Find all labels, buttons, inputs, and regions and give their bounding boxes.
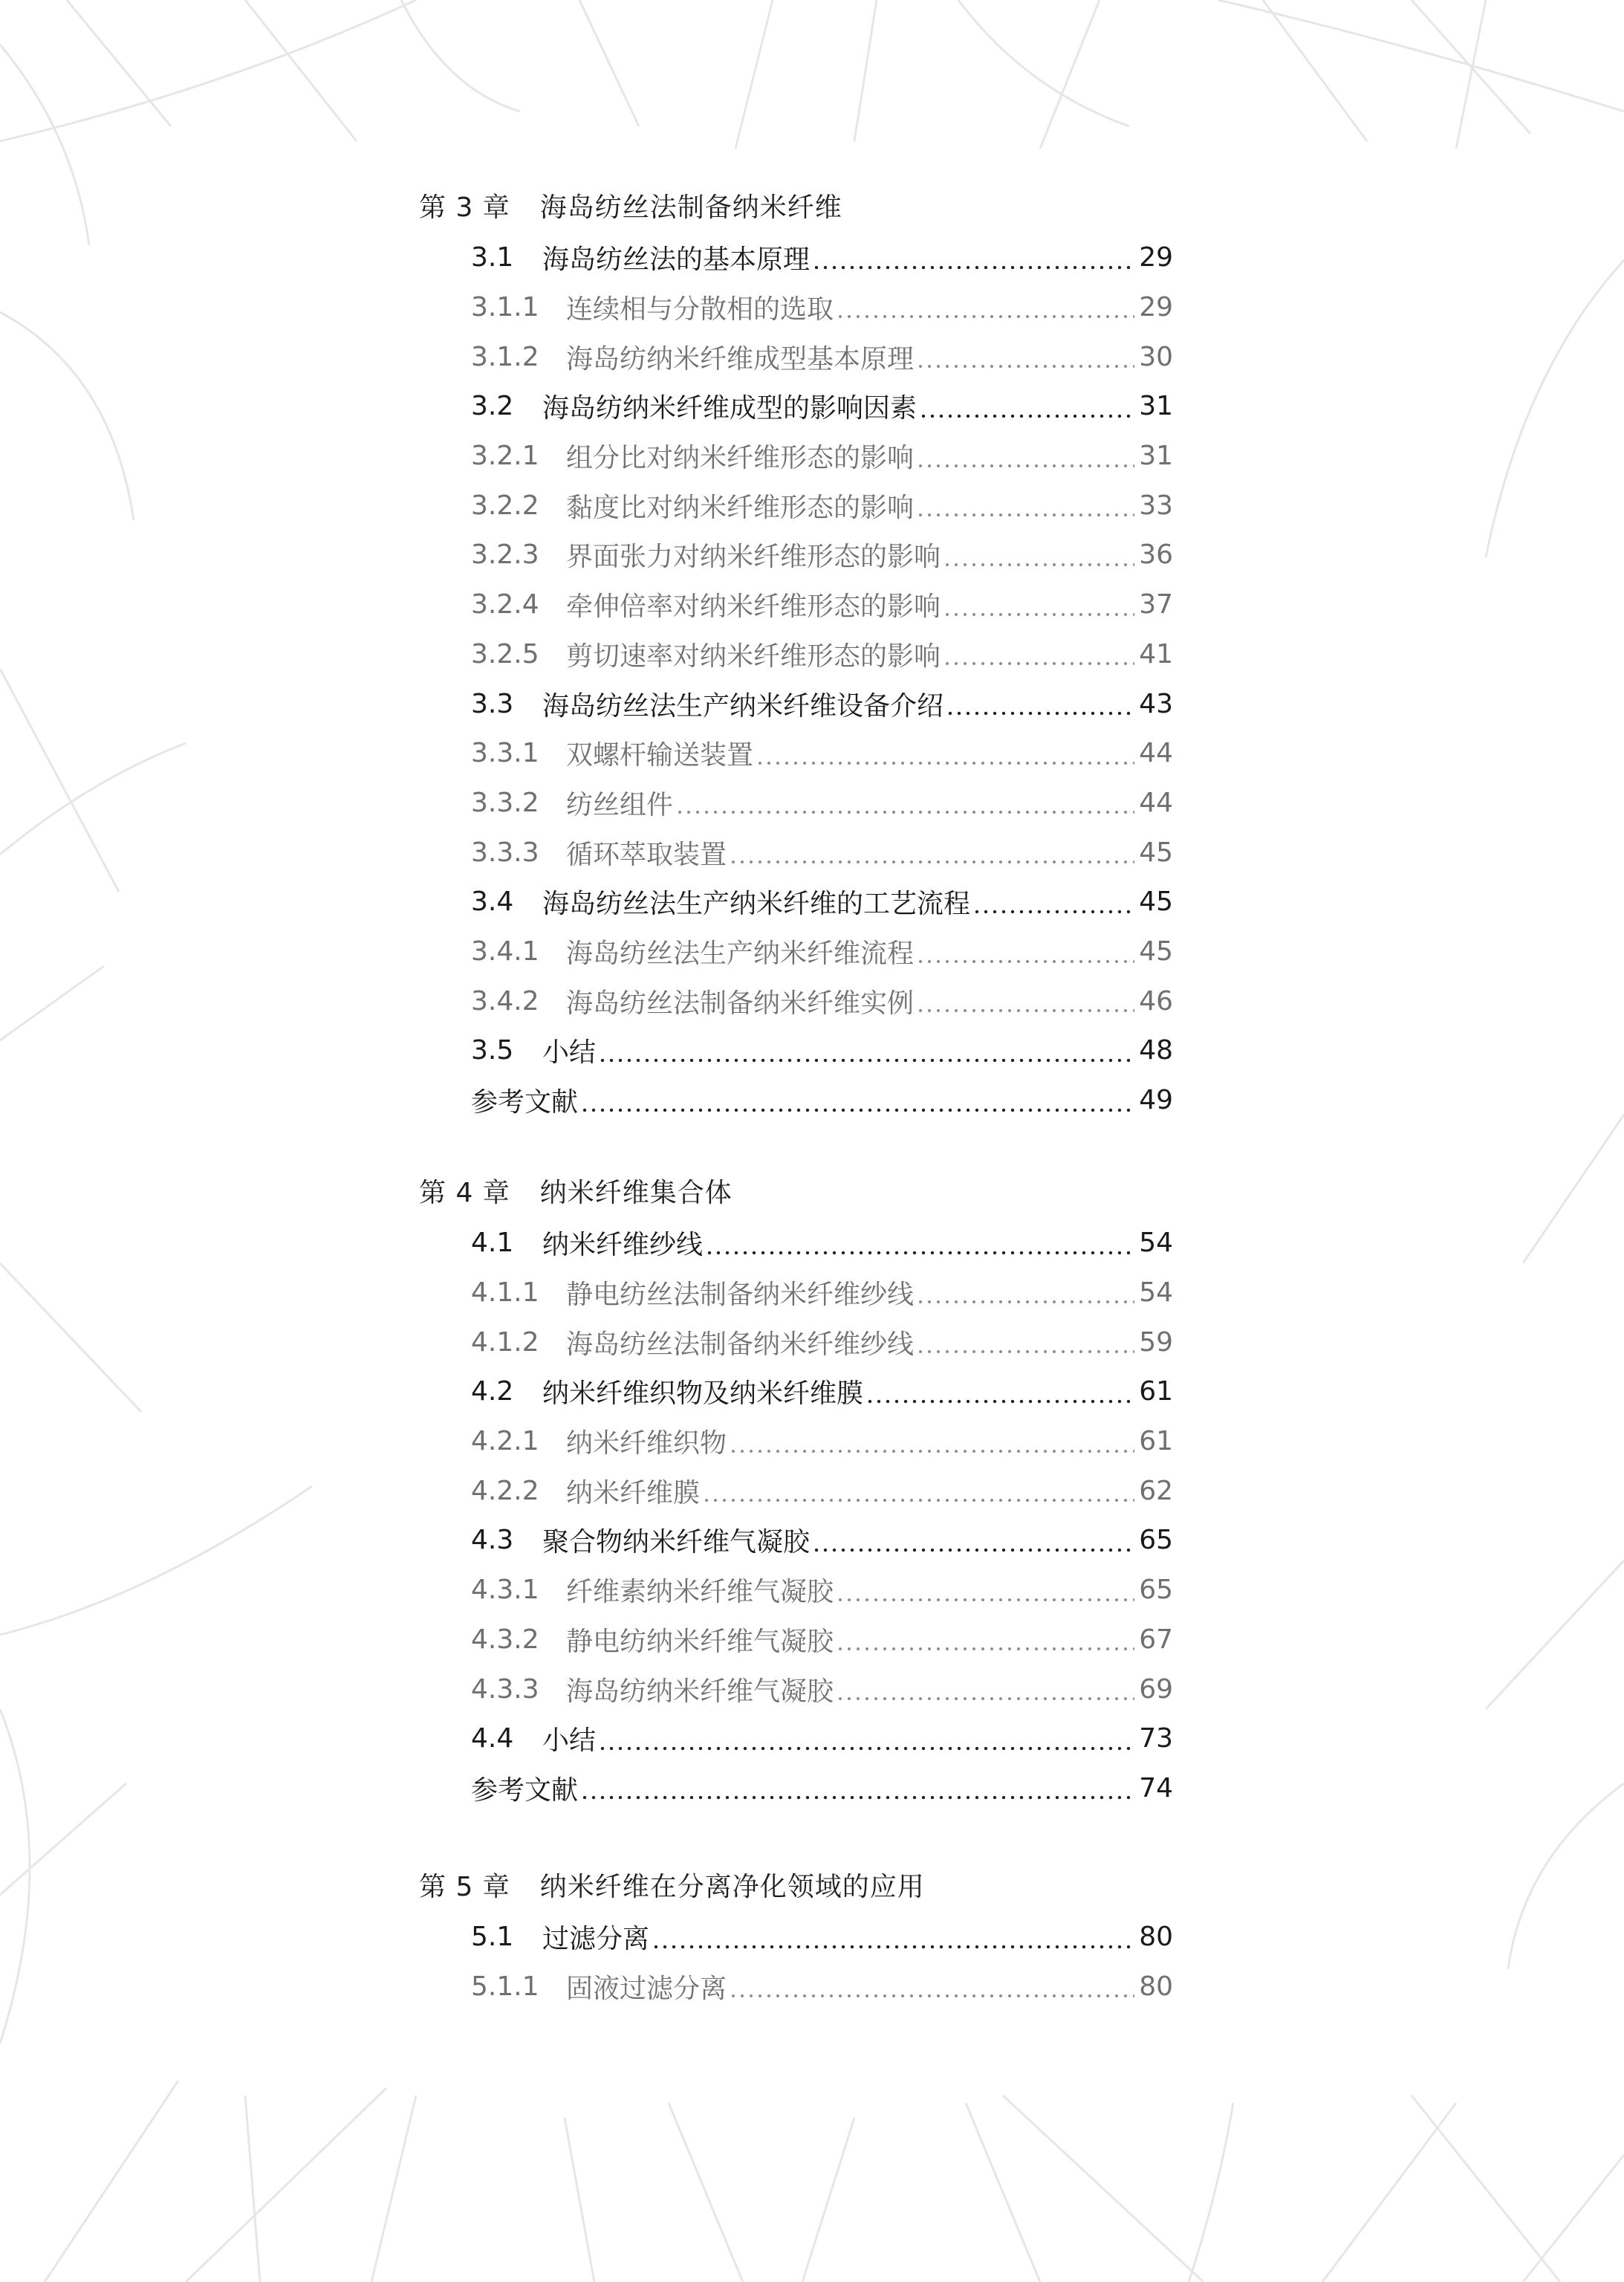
dot-leader (600, 1724, 1134, 1754)
dot-leader (918, 490, 1134, 520)
entry-number: 3.4.1 (471, 936, 539, 967)
entry-title: 界面张力对纳米纤维形态的影响 (566, 542, 941, 573)
page-number: 33 (1139, 490, 1173, 521)
entry-title: 牵伸倍率对纳米纤维形态的影响 (566, 591, 941, 623)
dot-leader (707, 1228, 1134, 1258)
page-number: 65 (1139, 1525, 1173, 1556)
page-number: 49 (1139, 1085, 1173, 1116)
subsection-entry[interactable] (471, 1617, 1173, 1662)
subsection-entry[interactable] (471, 1270, 1173, 1315)
entry-number: 4.2.2 (471, 1475, 539, 1506)
entry-number: 3.1.1 (471, 291, 539, 322)
dot-leader (945, 639, 1134, 669)
section-entry[interactable] (471, 1369, 1173, 1414)
entry-number: 4.2.1 (471, 1426, 539, 1456)
page-number: 61 (1139, 1426, 1173, 1456)
entry-title: 连续相与分散相的选取 (566, 294, 834, 325)
dot-leader (838, 1624, 1134, 1654)
entry-number: 3.3 (471, 688, 514, 719)
dot-leader (838, 1575, 1134, 1605)
entry-title: 静电纺丝法制备纳米纤维纱线 (566, 1279, 915, 1310)
entry-title: 纳米纤维织物 (566, 1428, 727, 1459)
dot-leader (918, 937, 1134, 967)
subsection-entry[interactable] (471, 583, 1173, 627)
page-number: 29 (1139, 242, 1173, 273)
page-number: 44 (1139, 787, 1173, 818)
entry-number: 3.1 (471, 242, 514, 273)
page-number: 43 (1139, 688, 1173, 719)
dot-leader (921, 392, 1134, 421)
chapter-number: 第 3 章 (419, 192, 510, 223)
page-number: 37 (1139, 589, 1173, 620)
subsection-entry[interactable] (471, 780, 1173, 825)
chapter-title: 纳米纤维集合体 (539, 1178, 733, 1208)
dot-leader (814, 243, 1134, 273)
subsection-entry[interactable] (471, 1568, 1173, 1612)
entry-number: 4.3.3 (471, 1673, 539, 1705)
dot-leader (918, 342, 1134, 372)
dot-leader (838, 1674, 1134, 1704)
entry-title: 海岛纺纳米纤维气凝胶 (566, 1676, 834, 1707)
page-number: 45 (1139, 936, 1173, 967)
references-entry[interactable] (471, 1766, 1173, 1810)
entry-number: 5.1 (471, 1922, 514, 1953)
entry-title: 黏度比对纳米纤维形态的影响 (566, 492, 915, 523)
page-number: 61 (1139, 1376, 1173, 1407)
page-number: 59 (1139, 1326, 1173, 1358)
section-entry[interactable] (471, 384, 1173, 429)
page-number: 54 (1139, 1277, 1173, 1308)
entry-title: 纺丝组件 (566, 789, 674, 820)
entry-number: 3.4 (471, 886, 514, 918)
dot-leader (918, 1327, 1134, 1357)
entry-title: 海岛纺丝法生产纳米纤维设备介绍 (542, 690, 944, 722)
entry-number: 4.1.2 (471, 1326, 539, 1358)
section-entry[interactable] (471, 1915, 1173, 1960)
entry-number: 4.3.2 (471, 1624, 539, 1655)
entry-number: 5.1.1 (471, 1971, 539, 2002)
subsection-entry[interactable] (471, 632, 1173, 676)
entry-number: 4.1 (471, 1228, 514, 1259)
entry-number: 3.1.2 (471, 341, 539, 372)
page-number: 67 (1139, 1624, 1173, 1655)
entry-number: 3.5 (471, 1035, 514, 1066)
page-number: 41 (1139, 638, 1173, 670)
page-number: 80 (1139, 1922, 1173, 1953)
entry-number: 3.3.1 (471, 738, 539, 769)
entry-number: 3.3.3 (471, 837, 539, 868)
subsection-entry[interactable] (471, 1320, 1173, 1364)
entry-title: 组分比对纳米纤维形态的影响 (566, 443, 915, 473)
page-number: 69 (1139, 1673, 1173, 1705)
entry-title: 纳米纤维织物及纳米纤维膜 (542, 1378, 864, 1410)
subsection-entry[interactable] (471, 731, 1173, 776)
page-number: 48 (1139, 1035, 1173, 1066)
dot-leader (948, 689, 1134, 719)
entry-title: 海岛纺丝法生产纳米纤维流程 (566, 939, 915, 969)
page-number: 65 (1139, 1575, 1173, 1606)
entry-title: 固液过滤分离 (566, 1973, 727, 2004)
page-number: 74 (1139, 1772, 1173, 1803)
page-number: 30 (1139, 341, 1173, 372)
entry-number: 4.3.1 (471, 1575, 539, 1606)
dot-leader (600, 1036, 1134, 1066)
dot-leader (582, 1773, 1134, 1803)
entry-number: 4.2 (471, 1376, 514, 1407)
section-entry[interactable] (471, 1518, 1173, 1563)
subsection-entry[interactable] (471, 1468, 1173, 1513)
entry-title: 参考文献 (471, 1087, 579, 1118)
page-number: 45 (1139, 837, 1173, 868)
chapter-heading[interactable] (419, 1171, 1236, 1216)
dot-leader (945, 540, 1134, 570)
entry-number: 4.4 (471, 1723, 514, 1754)
entry-title: 聚合物纳米纤维气凝胶 (542, 1527, 811, 1558)
subsection-entry[interactable] (471, 1419, 1173, 1464)
chapter-title: 海岛纺丝法制备纳米纤维 (539, 192, 842, 223)
entry-title: 海岛纺纳米纤维成型基本原理 (566, 343, 915, 375)
entry-number: 3.3.2 (471, 787, 539, 818)
entry-title: 海岛纺丝法的基本原理 (542, 244, 811, 276)
chapter-number: 第 5 章 (419, 1872, 510, 1902)
entry-title: 海岛纺丝法制备纳米纤维纱线 (566, 1329, 915, 1360)
entry-number: 4.3 (471, 1525, 514, 1556)
entry-title: 剪切速率对纳米纤维形态的影响 (566, 641, 941, 672)
page-number: 73 (1139, 1723, 1173, 1754)
section-entry[interactable] (471, 880, 1173, 924)
references-entry[interactable] (471, 1078, 1173, 1123)
entry-title: 参考文献 (471, 1774, 579, 1806)
subsection-entry[interactable] (471, 1667, 1173, 1711)
entry-title: 纳米纤维纱线 (542, 1230, 704, 1261)
chapter-title: 纳米纤维在分离净化领域的应用 (539, 1872, 925, 1902)
dot-leader (731, 837, 1134, 867)
page-number: 54 (1139, 1228, 1173, 1259)
dot-leader (975, 887, 1134, 917)
dot-leader (678, 788, 1134, 817)
entry-number: 3.2.1 (471, 441, 539, 471)
subsection-entry[interactable] (471, 285, 1173, 329)
subsection-entry[interactable] (471, 930, 1173, 974)
entry-number: 3.2.2 (471, 490, 539, 521)
entry-title: 纤维素纳米纤维气凝胶 (566, 1577, 834, 1608)
entry-number: 3.2 (471, 391, 514, 422)
subsection-entry[interactable] (471, 1964, 1173, 2009)
dot-leader (918, 441, 1134, 471)
section-entry[interactable] (471, 681, 1173, 726)
section-entry[interactable] (471, 1717, 1173, 1761)
page-number: 44 (1139, 738, 1173, 769)
entry-title: 小结 (542, 1725, 597, 1757)
dot-leader (868, 1377, 1134, 1407)
subsection-entry[interactable] (471, 533, 1173, 577)
chapter-number: 第 4 章 (419, 1178, 510, 1208)
dot-leader (731, 1427, 1134, 1456)
dot-leader (731, 1971, 1134, 2001)
entry-title: 海岛纺丝法生产纳米纤维的工艺流程 (542, 889, 971, 920)
dot-leader (654, 1922, 1134, 1952)
entry-number: 4.1.1 (471, 1277, 539, 1308)
entry-title: 海岛纺丝法制备纳米纤维实例 (566, 988, 915, 1019)
dot-leader (945, 590, 1134, 620)
page-number: 31 (1139, 391, 1173, 422)
entry-number: 3.2.3 (471, 539, 539, 571)
chapter-heading[interactable] (419, 186, 1236, 230)
page-number: 31 (1139, 441, 1173, 471)
entry-title: 海岛纺纳米纤维成型的影响因素 (542, 393, 917, 424)
dot-leader (582, 1086, 1134, 1115)
section-entry[interactable] (471, 236, 1173, 280)
entry-number: 3.4.2 (471, 985, 539, 1017)
subsection-entry[interactable] (471, 334, 1173, 379)
page-number: 46 (1139, 985, 1173, 1017)
dot-leader (704, 1476, 1134, 1505)
dot-leader (838, 292, 1134, 322)
page-number: 29 (1139, 291, 1173, 322)
dot-leader (814, 1526, 1134, 1555)
dot-leader (918, 1277, 1134, 1307)
page-number: 62 (1139, 1475, 1173, 1506)
subsection-entry[interactable] (471, 830, 1173, 875)
page-number: 36 (1139, 539, 1173, 571)
entry-title: 小结 (542, 1037, 597, 1069)
section-entry[interactable] (471, 1028, 1173, 1073)
entry-title: 纳米纤维膜 (566, 1477, 701, 1508)
entry-title: 静电纺纳米纤维气凝胶 (566, 1626, 834, 1657)
chapter-heading[interactable] (419, 1865, 1236, 1910)
page-number: 80 (1139, 1971, 1173, 2002)
entry-title: 循环萃取装置 (566, 839, 727, 870)
entry-title: 双螺杆输送装置 (566, 740, 754, 771)
subsection-entry[interactable] (471, 434, 1173, 479)
dot-leader (758, 739, 1134, 768)
entry-title: 过滤分离 (542, 1924, 650, 1955)
dot-leader (918, 986, 1134, 1016)
entry-number: 3.2.4 (471, 589, 539, 620)
section-entry[interactable] (471, 1221, 1173, 1265)
entry-number: 3.2.5 (471, 638, 539, 670)
subsection-entry[interactable] (471, 483, 1173, 528)
page-number: 45 (1139, 886, 1173, 918)
subsection-entry[interactable] (471, 979, 1173, 1023)
